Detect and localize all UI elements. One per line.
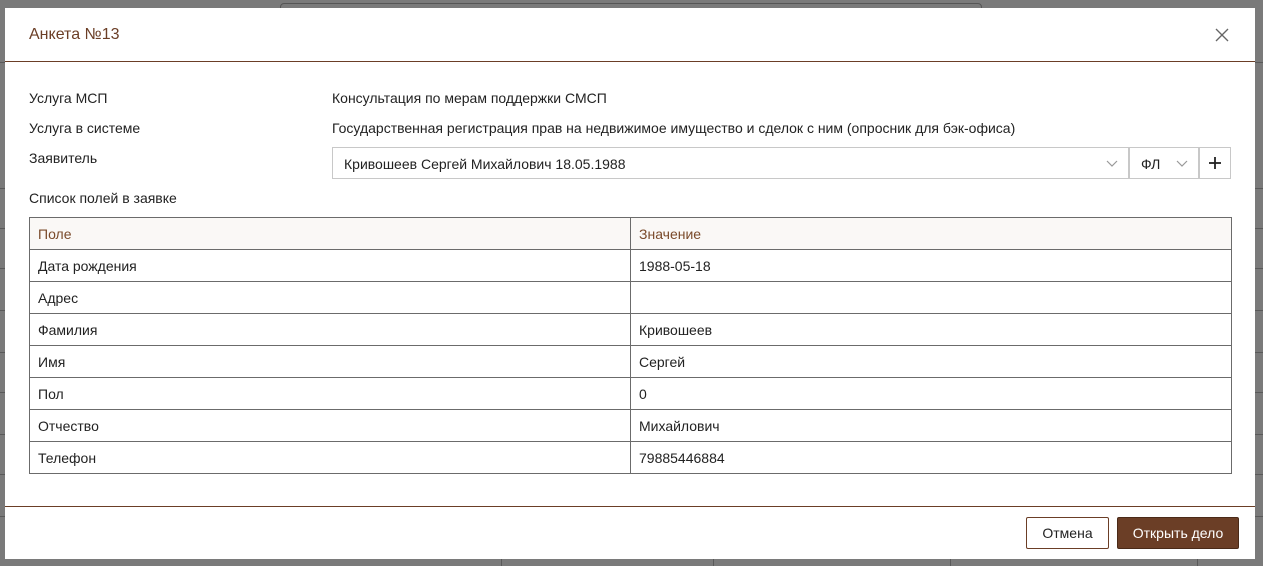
field-name-cell: Телефон [30, 442, 631, 474]
applicant-type-select[interactable] [1129, 147, 1199, 179]
table-row [30, 346, 1232, 378]
chevron-down-icon [1106, 158, 1118, 168]
plus-icon [1208, 156, 1222, 170]
modal-footer [5, 506, 1255, 559]
table-row [30, 250, 1232, 282]
fields-list-label: Список полей в заявке [29, 190, 177, 206]
system-service-value: Государственная регистрация прав на недвижимое имущество и сделок с ним (опросник для бэк-офиса) [332, 120, 1016, 136]
cancel-button[interactable]: Отмена [1026, 517, 1109, 549]
table-row [30, 314, 1232, 346]
service-label: Услуга МСП [29, 90, 108, 106]
system-service-label: Услуга в системе [29, 120, 141, 136]
table-header-row [30, 218, 1232, 250]
table-row [30, 282, 1232, 314]
applicant-label: Заявитель [29, 150, 98, 166]
field-value-cell: 0 [631, 378, 1232, 410]
close-icon [1215, 28, 1229, 42]
applicant-select[interactable] [332, 147, 1129, 179]
field-name-cell: Отчество [30, 410, 631, 442]
service-value: Консультация по мерам поддержки СМСП [332, 90, 607, 106]
table-row [30, 378, 1232, 410]
field-value-cell: 79885446884 [631, 442, 1232, 474]
field-name-cell: Имя [30, 346, 631, 378]
add-applicant-button[interactable] [1199, 147, 1231, 179]
field-value-cell: 1988-05-18 [631, 250, 1232, 282]
table-row [30, 442, 1232, 474]
fields-table [29, 217, 1232, 474]
chevron-down-icon [1176, 158, 1188, 168]
column-header-value: Значение [631, 218, 1232, 250]
column-header-field: Поле [30, 218, 631, 250]
modal-header [5, 8, 1255, 62]
open-case-button[interactable]: Открыть дело [1117, 517, 1239, 549]
applicant-select-value: Кривошеев Сергей Михайлович 18.05.1988 [344, 156, 626, 172]
modal-title: Анкета №13 [29, 26, 120, 43]
field-value-cell: Сергей [631, 346, 1232, 378]
close-button[interactable] [1215, 28, 1235, 48]
field-name-cell: Адрес [30, 282, 631, 314]
field-value-cell: Михайлович [631, 410, 1232, 442]
applicant-type-value: ФЛ [1141, 156, 1161, 172]
field-name-cell: Дата рождения [30, 250, 631, 282]
table-row [30, 410, 1232, 442]
field-value-cell [631, 282, 1232, 314]
field-name-cell: Пол [30, 378, 631, 410]
field-name-cell: Фамилия [30, 314, 631, 346]
field-value-cell: Кривошеев [631, 314, 1232, 346]
questionnaire-modal [5, 8, 1255, 559]
